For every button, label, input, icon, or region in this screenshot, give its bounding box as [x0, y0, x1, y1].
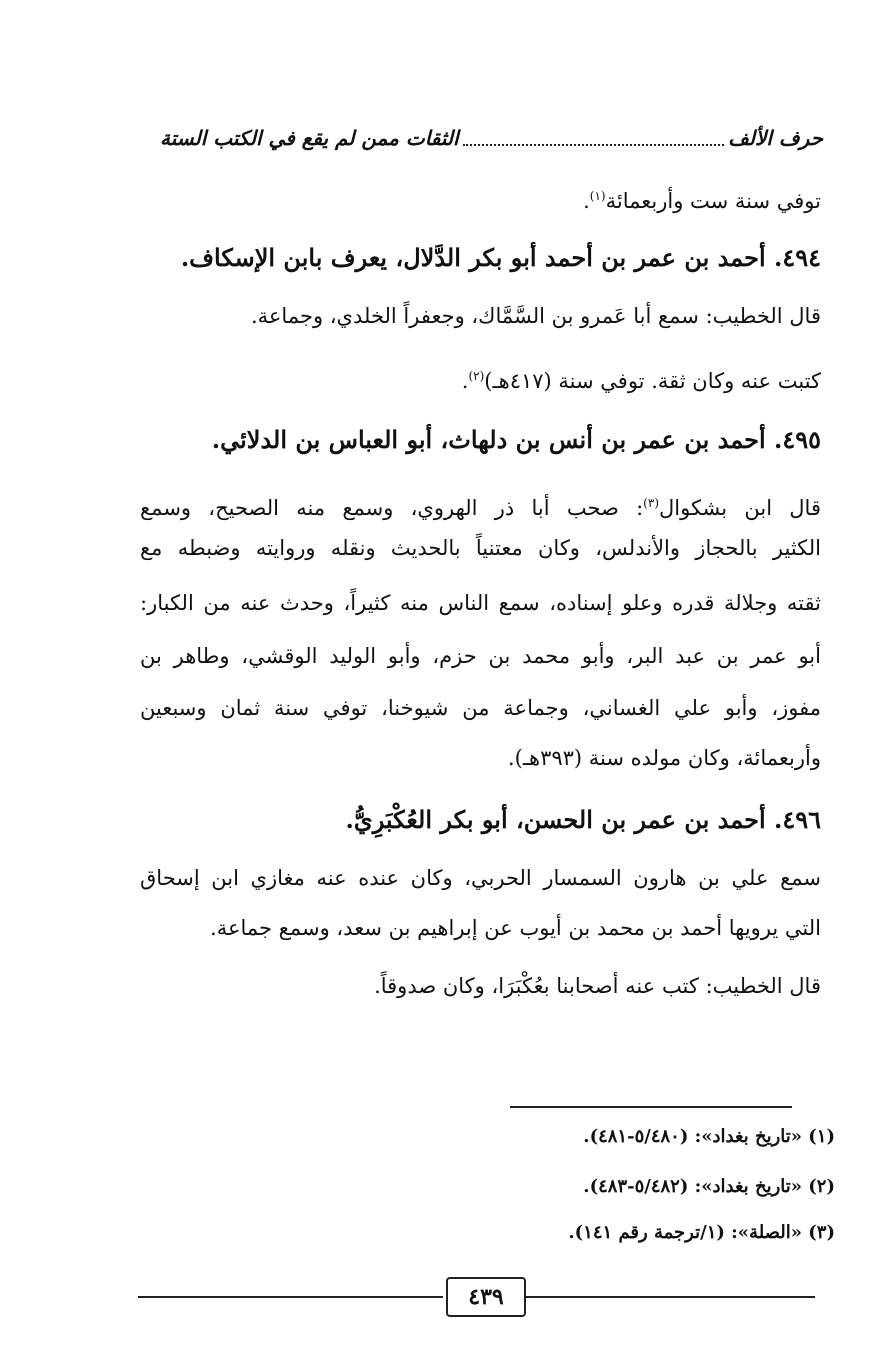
text-line: ثقته وجلالة قدره وعلو إسناده، سمع الناس منه كثيراً، وحدث عنه من الكبار: — [140, 591, 821, 615]
running-header — [160, 118, 823, 158]
entry-heading-496: ٤٩٦. أحمد بن عمر بن الحسن، أبو بكر العُكْبَرِيُّ. — [345, 805, 821, 834]
text-line: سمع علي بن هارون السمسار الحربي، وكان عنده عنه مغازي ابن إسحاق — [140, 866, 821, 890]
entry-heading-494: ٤٩٤. أحمد بن عمر بن أحمد أبو بكر الدَّلال، يعرف بابن الإسكاف. — [180, 243, 821, 272]
footnote-separator — [510, 1106, 792, 1108]
page-number: ٤٣٩ — [446, 1277, 526, 1317]
footnote-ref: (١) — [589, 189, 606, 203]
footnote-3: (٣) «الصلة»: (١/ترجمة رقم ١٤١). — [568, 1222, 835, 1243]
text-line: الكثير بالحجاز والأندلس، وكان معتنياً بالحديث ونقله وروايته وضبطه مع — [140, 536, 821, 560]
entry-heading-495: ٤٩٥. أحمد بن عمر بن أنس بن دلهاث، أبو العباس بن الدلائي. — [211, 425, 821, 454]
text-line: توفي سنة ست وأربعمائة$^{(١)}$. — [583, 189, 821, 213]
text-line: قال ابن بشكوال$^{(٣)}$: صحب أبا ذر الهروي، وسمع منه الصحيح، وسمع — [140, 496, 821, 520]
footer-rule-left — [138, 1296, 443, 1298]
footnote-ref: (٣) — [643, 496, 659, 510]
text-line: كتبت عنه وكان ثقة. توفي سنة (٤١٧هـ)$^{(٢)}$. — [461, 369, 821, 393]
header-chapter: حرف الألف — [728, 126, 823, 150]
header-dots — [463, 130, 725, 146]
footnote-1: (١) «تاريخ بغداد»: (٥/٤٨٠-٤٨١). — [583, 1126, 835, 1147]
text-line: التي يرويها أحمد بن محمد بن أيوب عن إبراهيم بن سعد، وسمع جماعة. — [210, 916, 821, 940]
text-line: أبو عمر بن عبد البر، وأبو محمد بن حزم، وأبو الوليد الوقشي، وطاهر بن — [140, 644, 821, 668]
text-line: مفوز، وأبو علي الغساني، وجماعة من شيوخنا، توفي سنة ثمان وسبعين — [140, 696, 821, 720]
header-book-title: الثقات ممن لم يقع في الكتب الستة — [160, 126, 459, 150]
footnote-ref: (٢) — [468, 369, 485, 383]
text-line: قال الخطيب: سمع أبا عَمرو بن السَّمَّاك، وجعفراً الخلدي، وجماعة. — [250, 304, 821, 328]
text-line: وأربعمائة، وكان مولده سنة (٣٩٣هـ). — [507, 746, 821, 770]
footer-rule-right — [525, 1296, 815, 1298]
text-line: قال الخطيب: كتب عنه أصحابنا بعُكْبَرَا، وكان صدوقاً. — [374, 974, 821, 998]
footnote-2: (٢) «تاريخ بغداد»: (٥/٤٨٢-٤٨٣). — [583, 1176, 835, 1197]
